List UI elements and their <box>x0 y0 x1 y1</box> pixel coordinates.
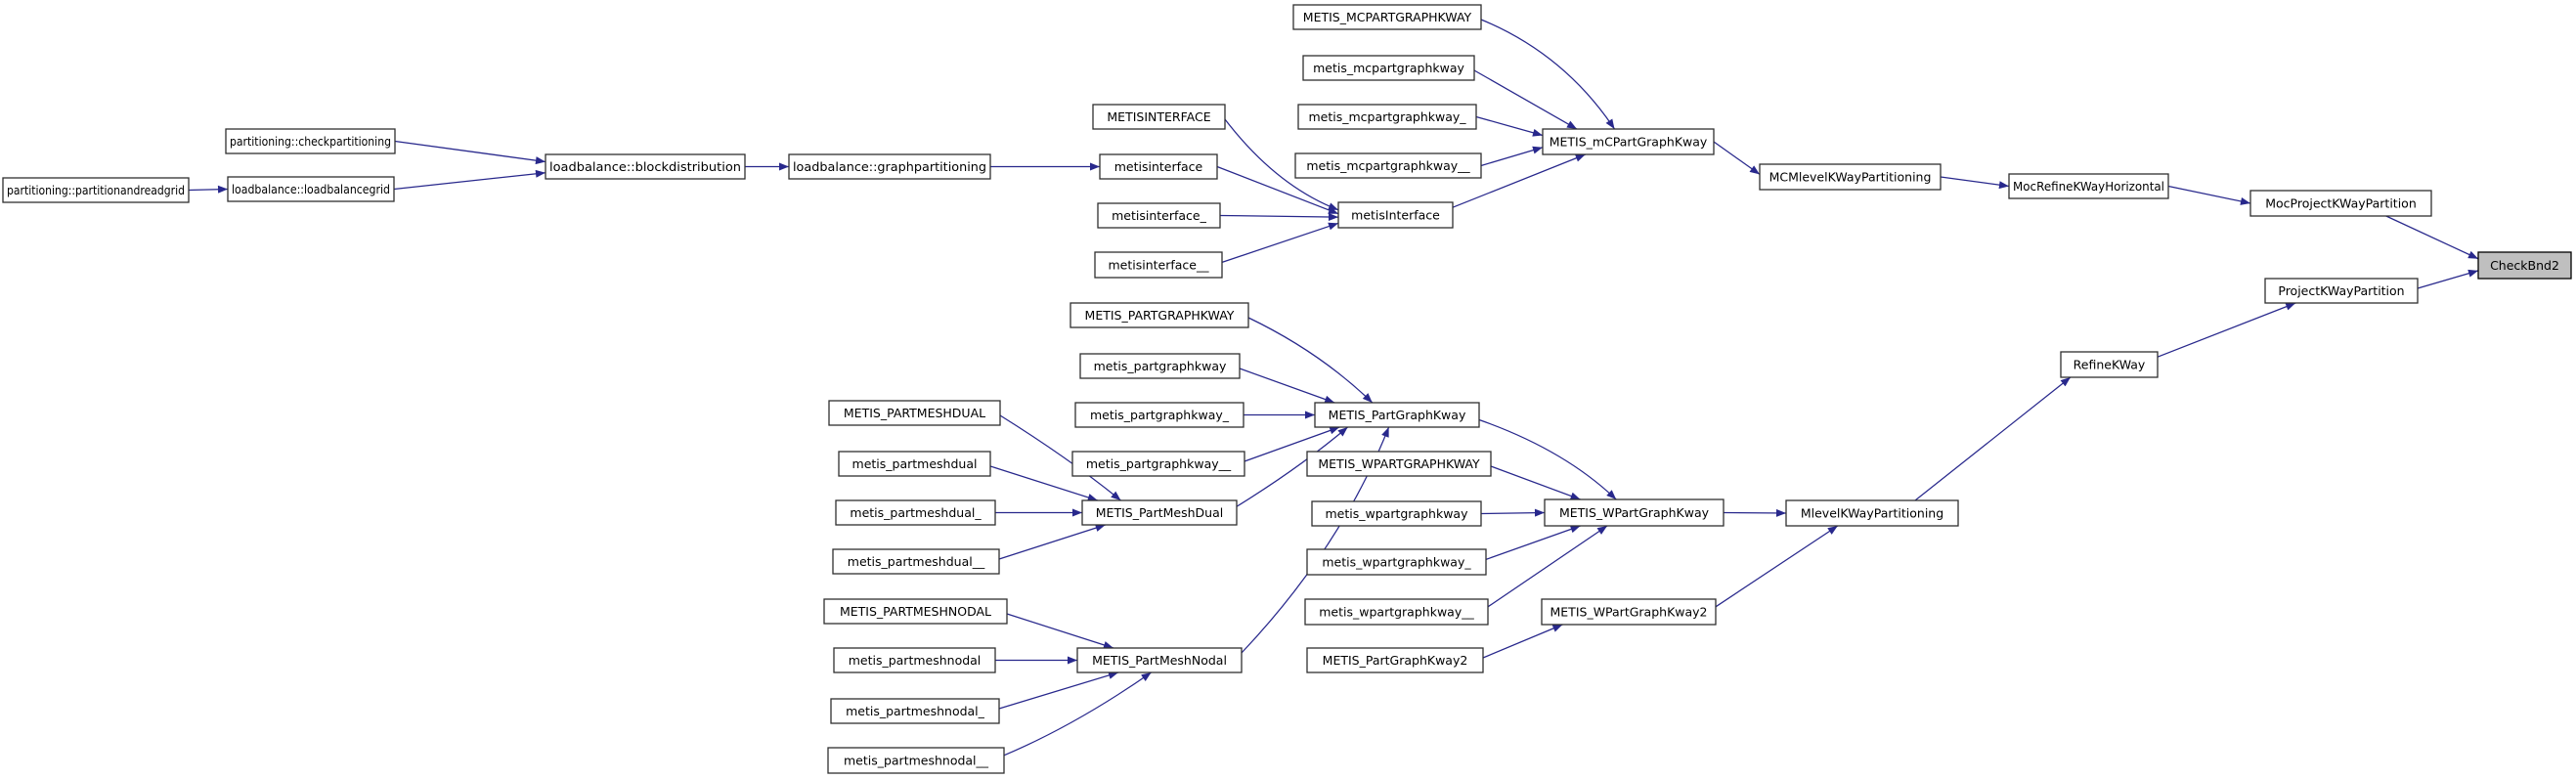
node-label: loadbalance::graphpartitioning <box>793 159 986 174</box>
node-label: metis_partmeshdual__ <box>847 554 985 569</box>
node-label: metisinterface <box>1113 159 1203 174</box>
graph-node-metisinterface[interactable] <box>1338 202 1453 228</box>
graph-node-metis-partgraphkway[interactable] <box>1080 354 1240 378</box>
call-edge-metis-mcpartgraphkway-to-mcmlevelkwaypartitioning <box>1714 142 1760 174</box>
graph-node-mlevelkwaypartitioning[interactable] <box>1786 500 1958 526</box>
call-edge-metis-partmeshdual-to-metis-partmeshdual <box>999 525 1106 559</box>
node-label: METIS_PartMeshNodal <box>1092 653 1227 668</box>
node-label: loadbalance::blockdistribution <box>549 159 741 174</box>
node-label: METIS_MCPARTGRAPHKWAY <box>1302 10 1472 24</box>
node-label: metis_partmeshnodal_ <box>846 704 984 718</box>
graph-node-metis-partmeshdual[interactable] <box>833 549 999 574</box>
node-label: METIS_PartMeshDual <box>1095 505 1224 520</box>
node-label: metis_partgraphkway_ <box>1090 408 1229 422</box>
graph-node-metis-partgraphkway[interactable] <box>1075 403 1244 427</box>
node-label: metis_partgraphkway__ <box>1085 456 1232 471</box>
call-edge-partitioning-partitionandreadgrid-to-loadbalance-loadbalancegrid <box>189 190 228 191</box>
graph-node-checkbnd2 <box>2478 252 2571 279</box>
node-label: METISINTERFACE <box>1107 109 1211 124</box>
graph-node-metis-wpartgraphkway[interactable] <box>1307 452 1491 476</box>
call-edge-mocprojectkwaypartition-to-checkbnd2 <box>2386 216 2478 259</box>
node-label: METIS_WPARTGRAPHKWAY <box>1318 456 1480 471</box>
graph-node-metis-partmeshdual[interactable] <box>836 500 995 525</box>
graph-node-metis-wpartgraphkway[interactable] <box>1545 499 1724 526</box>
graph-node-metis-partgraphkway[interactable] <box>1315 403 1479 427</box>
node-label: METIS_mCPartGraphKway <box>1549 134 1708 150</box>
call-edge-metis-partmeshnodal-to-metis-partmeshnodal <box>1007 614 1113 648</box>
node-label: metis_wpartgraphkway <box>1325 506 1468 521</box>
call-edge-mcmlevelkwaypartitioning-to-mocrefinekwayhorizontal <box>1941 177 2009 187</box>
graph-node-metis-partmeshnodal[interactable] <box>824 599 1007 624</box>
call-edge-metis-wpartgraphkway-to-metis-wpartgraphkway <box>1486 526 1581 559</box>
call-edge-metis-wpartgraphkway-to-mlevelkwaypartitioning <box>1724 513 1786 514</box>
graph-node-metis-mcpartgraphkway[interactable] <box>1293 5 1481 29</box>
node-label: metis_mcpartgraphkway__ <box>1306 158 1470 173</box>
node-label: METIS_WPartGraphKway <box>1558 505 1710 520</box>
graph-node-refinekway[interactable] <box>2061 352 2158 377</box>
nodes-layer <box>3 5 2571 773</box>
node-label: METIS_WPartGraphKway2 <box>1550 604 1708 620</box>
node-label: METIS_PARTGRAPHKWAY <box>1084 308 1235 323</box>
call-edge-metis-partgraphkway-to-metis-partgraphkway <box>1240 368 1334 403</box>
graph-node-metis-wpartgraphkway2[interactable] <box>1542 599 1716 625</box>
graph-node-metis-partgraphkway[interactable] <box>1072 452 1244 476</box>
call-edge-metis-wpartgraphkway-to-metis-wpartgraphkway <box>1481 513 1545 514</box>
graph-node-mocprojectkwaypartition[interactable] <box>2250 191 2431 216</box>
call-edge-mlevelkwaypartitioning-to-refinekway <box>1915 377 2071 500</box>
node-label: metis_partgraphkway <box>1093 359 1227 373</box>
graph-node-loadbalance-graphpartitioning[interactable] <box>789 154 990 179</box>
graph-node-partitioning-checkpartitioning[interactable] <box>226 129 395 153</box>
node-label: metis_wpartgraphkway__ <box>1319 604 1474 620</box>
node-label: CheckBnd2 <box>2490 258 2559 273</box>
call-edge-projectkwaypartition-to-checkbnd2 <box>2418 271 2478 288</box>
node-label: partitioning::partitionandreadgrid <box>7 183 185 197</box>
node-label: metisInterface <box>1351 207 1440 223</box>
graph-node-projectkwaypartition[interactable] <box>2265 279 2418 303</box>
graph-node-metis-partgraphkway[interactable] <box>1070 303 1248 327</box>
node-label: MocRefineKWayHorizontal <box>2013 179 2164 194</box>
call-edge-metis-wpartgraphkway2-to-mlevelkwaypartitioning <box>1716 526 1838 607</box>
node-label: metis_partmeshdual_ <box>850 505 982 520</box>
call-edge-metis-partgraphkway2-to-metis-wpartgraphkway2 <box>1483 625 1562 658</box>
node-label: metis_mcpartgraphkway <box>1313 61 1464 75</box>
graph-node-metis-partmeshnodal[interactable] <box>834 648 995 672</box>
graph-node-metis-partmeshdual[interactable] <box>829 401 1000 425</box>
node-label: METIS_PartGraphKway2 <box>1322 653 1468 668</box>
graph-node-metis-wpartgraphkway[interactable] <box>1305 599 1488 625</box>
graph-node-metisinterface[interactable] <box>1095 252 1222 278</box>
graph-node-metis-partmeshdual[interactable] <box>839 452 990 476</box>
graph-node-metis-mcpartgraphkway[interactable] <box>1303 56 1474 80</box>
graph-node-metisinterface[interactable] <box>1093 105 1225 129</box>
node-label: metis_partmeshdual <box>851 456 978 471</box>
node-label: partitioning::checkpartitioning <box>230 134 391 149</box>
node-label: MlevelKWayPartitioning <box>1800 505 1944 521</box>
node-label: metisinterface_ <box>1112 208 1206 223</box>
graph-node-metis-mcpartgraphkway[interactable] <box>1298 105 1476 129</box>
node-label: MocProjectKWayPartition <box>2265 195 2417 211</box>
node-label: METIS_PARTMESHNODAL <box>839 604 992 619</box>
edges-layer <box>189 20 2478 756</box>
node-label: RefineKWay <box>2073 357 2146 372</box>
graph-node-metis-partmeshnodal[interactable] <box>828 748 1004 773</box>
call-edge-mocrefinekwayhorizontal-to-mocprojectkwaypartition <box>2168 187 2250 204</box>
node-label: metis_wpartgraphkway_ <box>1322 554 1471 570</box>
node-label: METIS_PARTMESHDUAL <box>843 406 986 420</box>
graph-node-loadbalance-loadbalancegrid[interactable] <box>228 177 394 201</box>
node-label: loadbalance::loadbalancegrid <box>232 182 390 196</box>
graph-node-metisinterface[interactable] <box>1098 203 1220 228</box>
graph-node-loadbalance-blockdistribution[interactable] <box>546 154 745 179</box>
graph-node-metis-wpartgraphkway[interactable] <box>1307 549 1486 575</box>
graph-node-metis-mcpartgraphkway[interactable] <box>1295 153 1481 178</box>
graph-node-metis-partmeshnodal[interactable] <box>831 699 999 723</box>
call-edge-refinekway-to-projectkwaypartition <box>2158 303 2295 357</box>
node-label: METIS_PartGraphKway <box>1328 408 1466 422</box>
call-edge-metis-wpartgraphkway-to-metis-wpartgraphkway <box>1491 466 1581 499</box>
graph-node-metis-partmeshdual[interactable] <box>1082 500 1237 525</box>
graph-node-metis-partgraphkway2[interactable] <box>1307 648 1483 672</box>
call-edge-partitioning-checkpartitioning-to-loadbalance-blockdistribution <box>395 142 546 162</box>
graph-node-metis-wpartgraphkway[interactable] <box>1312 501 1481 526</box>
call-edge-metis-mcpartgraphkway-to-metis-mcpartgraphkway <box>1481 148 1543 166</box>
graph-node-mcmlevelkwaypartitioning[interactable] <box>1760 164 1941 190</box>
node-label: ProjectKWayPartition <box>2278 283 2405 298</box>
node-label: metis_partmeshnodal <box>848 653 982 668</box>
call-edge-metis-partgraphkway-to-metis-partgraphkway <box>1248 318 1373 403</box>
call-edge-metis-mcpartgraphkway-to-metis-mcpartgraphkway <box>1476 117 1543 136</box>
call-edge-metis-partmeshnodal-to-metis-partmeshnodal <box>999 672 1118 709</box>
graph-node-mocrefinekwayhorizontal[interactable] <box>2009 174 2168 198</box>
call-edge-loadbalance-loadbalancegrid-to-loadbalance-blockdistribution <box>394 173 546 190</box>
call-edge-metisinterface-to-metisinterface <box>1222 223 1338 262</box>
graph-node-metisinterface[interactable] <box>1100 154 1217 179</box>
node-label: metis_partmeshnodal__ <box>843 753 989 768</box>
graph-node-metis-mcpartgraphkway[interactable] <box>1543 129 1714 154</box>
node-label: MCMlevelKWayPartitioning <box>1768 169 1932 185</box>
graph-node-metis-partmeshnodal[interactable] <box>1077 648 1242 672</box>
graph-node-partitioning-partitionandreadgrid[interactable] <box>3 178 189 202</box>
call-edge-metisinterface-to-metisinterface <box>1220 216 1338 218</box>
node-label: metis_mcpartgraphkway_ <box>1308 109 1466 124</box>
node-label: metisinterface__ <box>1108 257 1209 273</box>
